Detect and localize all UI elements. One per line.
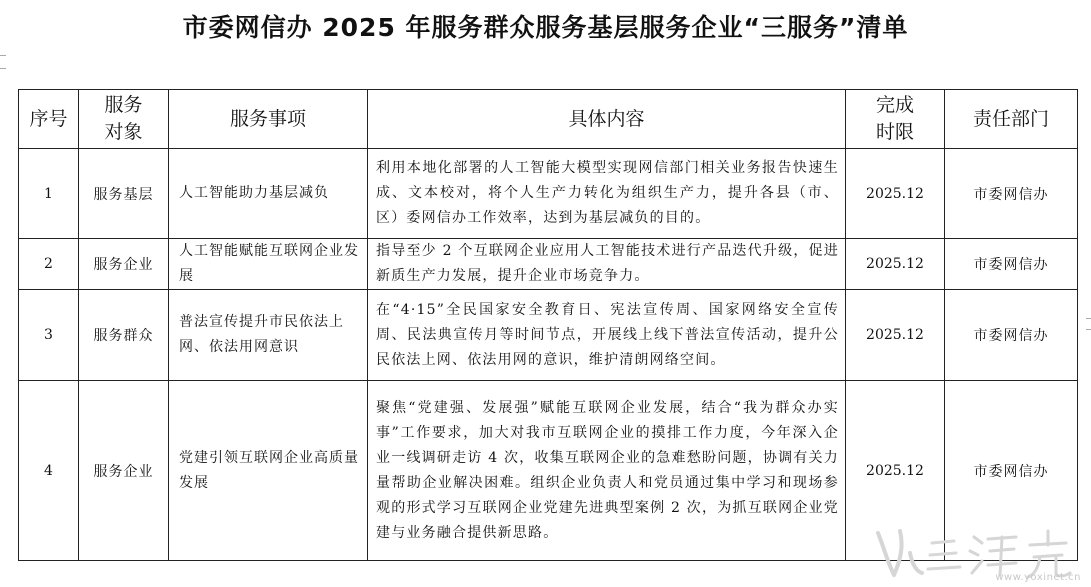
document-title: 市委网信办 2025 年服务群众服务基层服务企业“三服务”清单 bbox=[182, 13, 909, 42]
table-row bbox=[19, 290, 1078, 381]
row-content: 在“4·15”全民国家安全教育日、宪法宣传周、国家网络安全宣传周、民法典宣传月等时间节点，开展线上线下普法宣传活动，提升公民依法上网、依法用网的意识，维护清朗网络空间。 bbox=[368, 290, 846, 381]
row-index: 3 bbox=[19, 290, 79, 381]
row-dept: 市委网信办 bbox=[945, 290, 1078, 381]
row-target: 服务群众 bbox=[79, 290, 169, 381]
table-row bbox=[19, 149, 1078, 239]
header-target-text: 服务对象 bbox=[104, 94, 143, 143]
row-item: 人工智能助力基层减负 bbox=[169, 149, 368, 239]
header-dept: 责任部门 bbox=[945, 90, 1078, 149]
header-item: 服务事项 bbox=[169, 90, 368, 149]
row-deadline: 2025.12 bbox=[846, 239, 945, 290]
row-deadline: 2025.12 bbox=[846, 290, 945, 381]
row-index: 2 bbox=[19, 239, 79, 290]
row-item: 普法宣传提升市民依法上网、依法用网意识 bbox=[169, 290, 368, 381]
service-list-table bbox=[18, 89, 1078, 561]
header-content: 具体内容 bbox=[368, 90, 846, 149]
row-dept: 市委网信办 bbox=[945, 381, 1078, 561]
row-target: 服务基层 bbox=[79, 149, 169, 239]
row-content: 聚焦“党建强、发展强”赋能互联网企业发展，结合“我为群众办实事”工作要求，加大对我市互联网企业的摸排工作力度，今年深入企业一线调研走访 4 次，收集互联网企业的急难愁盼问题，协调有关力量帮助企业解决困难。组织企业负责人和党员通过集中学习和现场参观的形式学习互联网企业党建先进典型案例 2 次，为抓互联网企业党建与业务融合提供新思路。 bbox=[368, 381, 846, 561]
row-content: 利用本地化部署的人工智能大模型实现网信部门相关业务报告快速生成、文本校对，将个人生产力转化为组织生产力，提升各县（市、区）委网信办工作效率，达到为基层减负的目的。 bbox=[368, 149, 846, 239]
row-dept: 市委网信办 bbox=[945, 239, 1078, 290]
table-header-row bbox=[19, 90, 1078, 149]
header-index: 序号 bbox=[19, 90, 79, 149]
row-dept: 市委网信办 bbox=[945, 149, 1078, 239]
row-deadline: 2025.12 bbox=[846, 149, 945, 239]
header-target bbox=[79, 90, 169, 149]
row-item: 人工智能赋能互联网企业发展 bbox=[169, 239, 368, 290]
left-edge-marks bbox=[0, 55, 6, 85]
table-row bbox=[19, 239, 1078, 290]
watermark-url: www.yoxinet.cn bbox=[995, 572, 1081, 583]
row-index: 1 bbox=[19, 149, 79, 239]
row-target: 服务企业 bbox=[79, 381, 169, 561]
row-target: 服务企业 bbox=[79, 239, 169, 290]
right-edge-marks bbox=[1086, 318, 1091, 343]
header-deadline bbox=[846, 90, 945, 149]
row-deadline: 2025.12 bbox=[846, 381, 945, 561]
header-deadline-text: 完成时限 bbox=[875, 94, 914, 143]
row-index: 4 bbox=[19, 381, 79, 561]
row-item: 党建引领互联网企业高质量发展 bbox=[169, 381, 368, 561]
row-content: 指导至少 2 个互联网企业应用人工智能技术进行产品迭代升级，促进新质生产力发展，提升企业市场竞争力。 bbox=[368, 239, 846, 290]
